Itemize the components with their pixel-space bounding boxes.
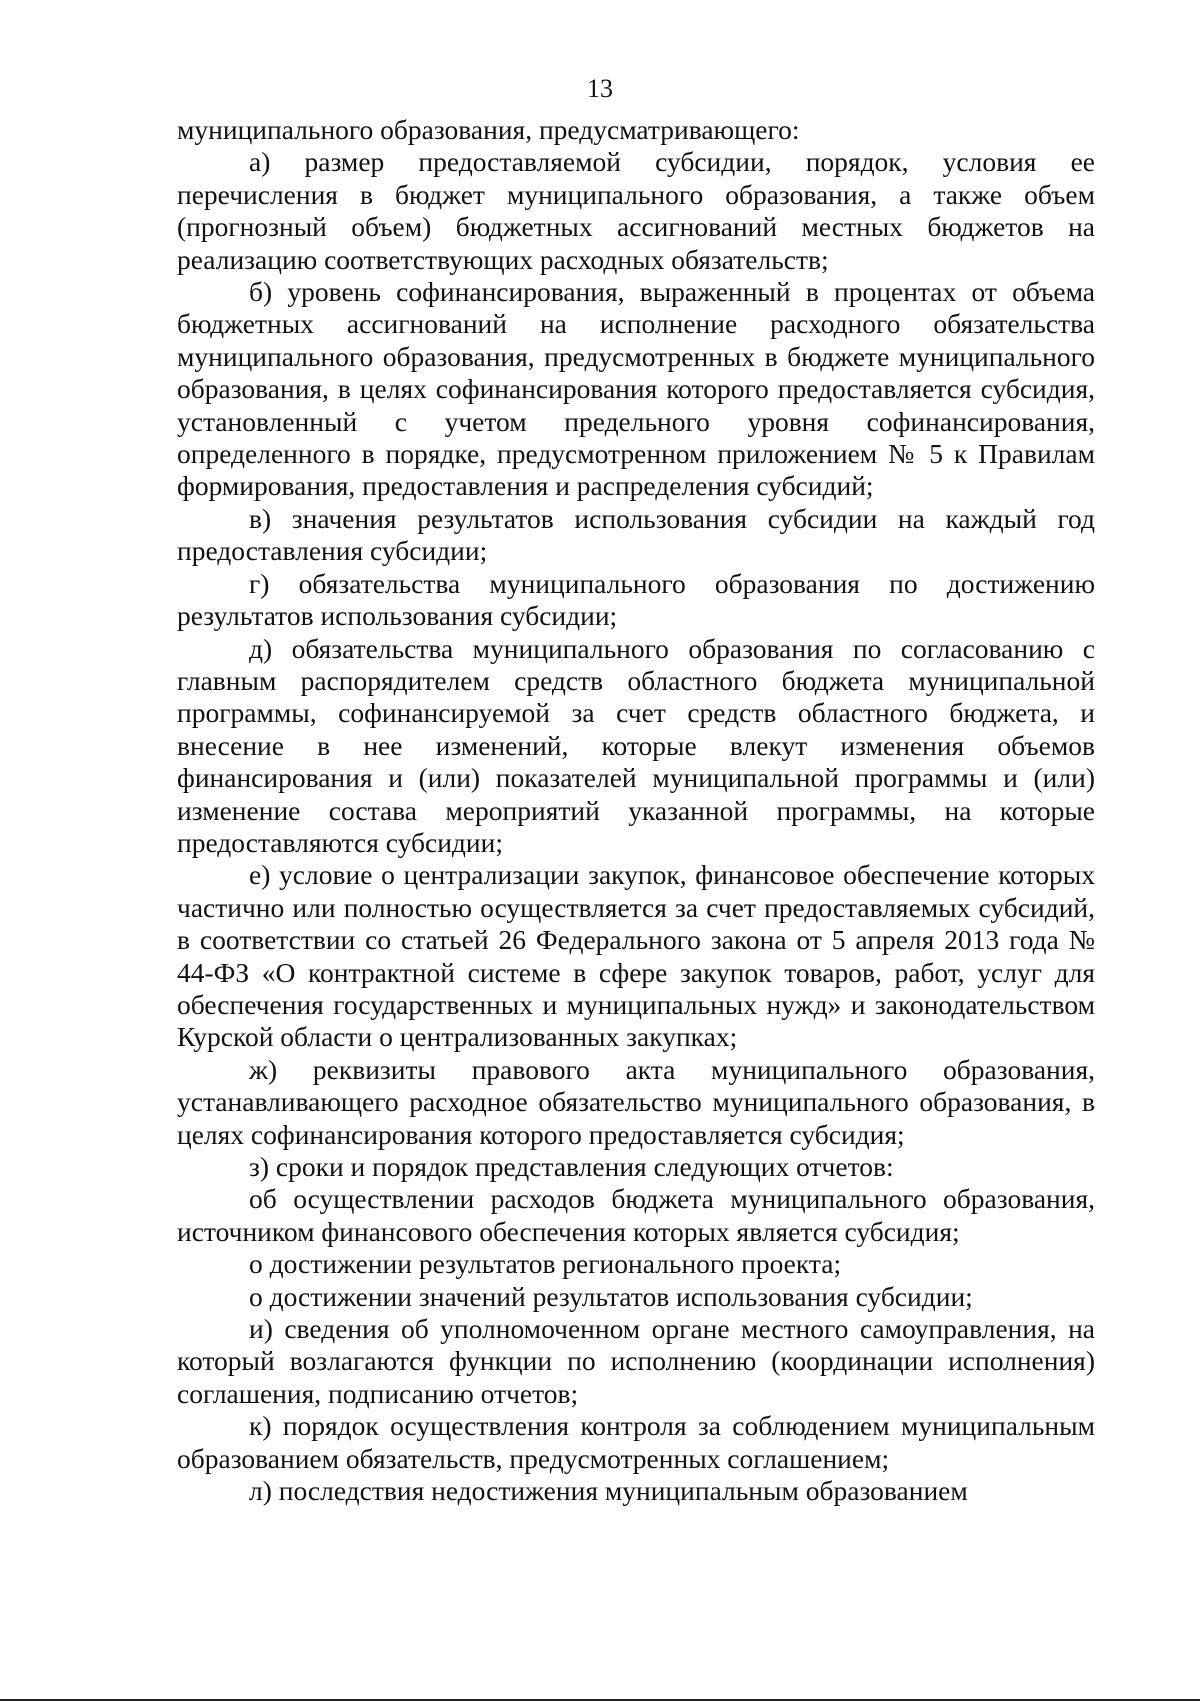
paragraph-item-z: з) сроки и порядок представления следующих отчетов: — [249, 1151, 894, 1182]
paragraph-item-a: а) размер предоставляемой субсидии, порядок, условия ее перечисления в бюджет муниципального образования, а также объем (прогнозный объем) бюджетных ассигнований местных бюджетов на реализацию соответствующих расходных обязательств; — [177, 146, 1095, 275]
paragraph-item-b: б) уровень софинансирования, выраженный в процентах от объема бюджетных ассигнований на исполнение расходного обязательства муниципального образования, предусмотренных в бюджете муниципального образования, в целях софинансирования которого предоставляется субсидия, установленный с учетом предельного уровня софинансирования, определенного в порядке, предусмотренном приложением № 5 к Правилам формирования, предоставления и распределения субсидий; — [177, 276, 1095, 502]
paragraph-item-d: д) обязательства муниципального образования по согласованию с главным распорядителем средств областного бюджета муниципальной программы, софинансируемой за счет средств областного бюджета, и внесение в нее изменений, которые влекут изменения объемов финансирования и (или) показателей муниципальной программы и (или) изменение состава мероприятий указанной программы, на которые предоставляются субсидии; — [177, 632, 1095, 858]
paragraph-continuation: муниципального образования, предусматривающего: — [177, 114, 800, 145]
paragraph-item-l: л) последствия недостижения муниципальным образованием — [249, 1475, 968, 1507]
paragraph-item-zh: ж) реквизиты правового акта муниципального образования, устанавливающего расходное обязательство муниципального образования, в целях софинансирования которого предоставляется субсидия; — [177, 1053, 1095, 1150]
paragraph-item-g: г) обязательства муниципального образования по достижению результатов использования субсидии; — [177, 567, 1095, 632]
paragraph-item-k: к) порядок осуществления контроля за соблюдением муниципальным образованием обязательств, предусмотренных соглашением; — [177, 1410, 1095, 1474]
paragraph-item-e: е) условие о централизации закупок, финансовое обеспечение которых частично или полностью осуществляется за счет предоставляемых субсидий, в соответствии со статьей 26 Федерального закона от 5 апреля 2013 года № 44-ФЗ «О контрактной системе в сфере закупок товаров, работ, услуг для обеспечения государственных и муниципальных нужд» и законодательством Курской области о централизованных закупках; — [177, 859, 1095, 1053]
page-bottom-edge — [0, 1699, 1200, 1701]
paragraph-report-expenses: об осуществлении расходов бюджета муниципального образования, источником финансового обеспечения которых является субсидия; — [177, 1183, 1095, 1247]
paragraph-item-i: и) сведения об уполномоченном органе местного самоуправления, на который возлагаются функции по исполнению (координации исполнения) соглашения, подписанию отчетов; — [177, 1313, 1095, 1409]
page-number: 13 — [587, 74, 613, 103]
paragraph-report-project: о достижении результатов регионального проекта; — [249, 1248, 842, 1280]
paragraph-item-v: в) значения результатов использования субсидии на каждый год предоставления субсидии; — [177, 502, 1095, 567]
paragraph-report-results: о достижении значений результатов использования субсидии; — [249, 1280, 973, 1312]
document-body — [177, 114, 1095, 1507]
